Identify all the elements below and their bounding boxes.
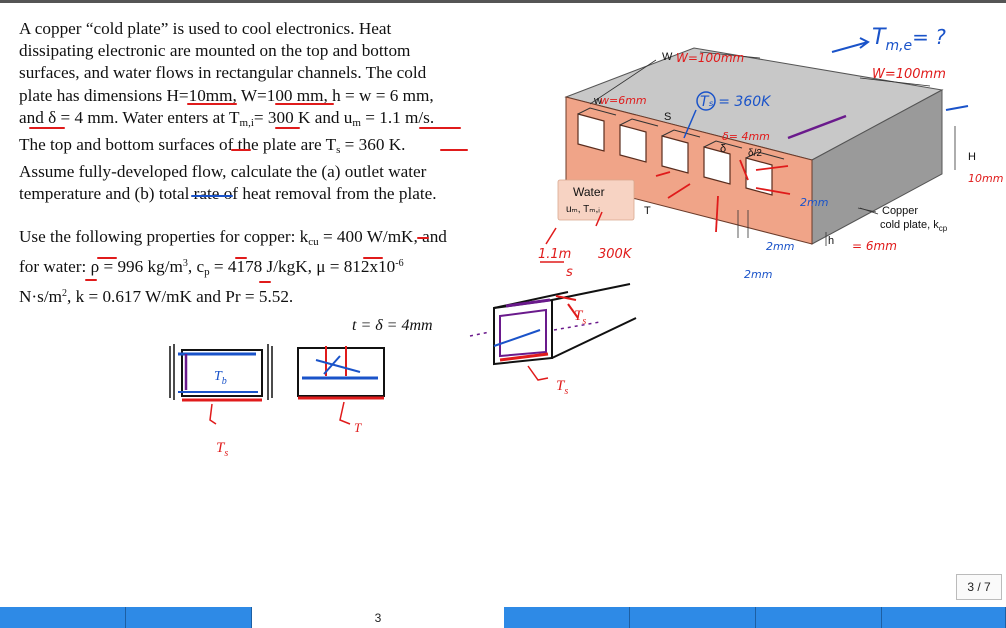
dim-label-W: W: [662, 51, 673, 63]
text-line: Assume fully-developed flow, calculate the (a) outlet water: [19, 162, 427, 182]
dim-label-H: H: [968, 151, 976, 163]
svg-text:T: T: [354, 420, 362, 435]
hand-sketches: [170, 284, 636, 459]
ink-W-100mm-right: W=100mm: [872, 67, 946, 82]
svg-text:uₘ, Tₘ,ᵢ: uₘ, Tₘ,ᵢ: [566, 204, 600, 215]
svg-text:Ts: $T_s$: [556, 378, 569, 397]
dim-label-half-delta: δ/2: [748, 148, 762, 159]
bottom-toolbar: [0, 607, 1006, 628]
ink-2mm-side: 2mm: [800, 196, 829, 209]
label-copper: Copper: [882, 205, 919, 217]
text-line: dissipating electronic are mounted on the top and bottom: [19, 41, 411, 61]
ink-2mm-gap: 2mm: [766, 240, 795, 253]
toolbar-segment[interactable]: [630, 607, 756, 628]
svg-text:Water: Water: [573, 185, 605, 199]
text-line: The top and bottom surfaces of the plate are $T_s = 360$ K.: [19, 135, 406, 157]
text-line: $N\cdot s/m^2$, k = 0.617 W/mK and Pr = 5.52.: [19, 287, 294, 307]
ink-h-6mm: = 6mm: [852, 239, 897, 253]
dim-label-S: S: [664, 111, 672, 123]
text-underlines: [30, 104, 467, 282]
label-cold-plate: cold plate, $k_{cp}$: [880, 219, 948, 233]
sketch-perspective-channel: [470, 284, 636, 397]
svg-text:Tₛ = 360K: Tₛ = 360K: [700, 94, 771, 110]
svg-text:Ts: $T_s$: [216, 440, 229, 459]
page-number: 3: [252, 607, 504, 628]
text-line: A copper “cold plate” is used to cool electronics. Heat: [19, 19, 392, 38]
ink-300K: 300K: [598, 247, 632, 262]
sketch-channel-left: [170, 344, 272, 459]
toolbar-segment[interactable]: [756, 607, 882, 628]
dim-label-delta: δ: [720, 143, 727, 155]
ink-t-delta-4mm: t = δ = 4mm: [352, 317, 433, 334]
ink-ts-360: [697, 92, 772, 110]
ink-W-100mm-top: W=100mm: [676, 51, 745, 65]
page-counter[interactable]: 3 / 7: [956, 574, 1002, 600]
text-line: temperature and (b) total rate of heat removal from the plate.: [19, 184, 437, 204]
ink-speed: 1.1m: [538, 247, 572, 262]
dim-label-w: w: [594, 95, 602, 107]
ink-speed-den: s: [566, 265, 573, 280]
ink-H-10mm: 10mm: [968, 172, 1004, 185]
toolbar-segment[interactable]: [882, 607, 1006, 628]
water-inlet-box: [558, 180, 634, 220]
text-line: surfaces, and water flows in rectangular channels. The cold: [19, 63, 427, 83]
text-line: and δ = 4 mm. Water enters at $T_{m,i}= 300$ K and $u_m = 1.1$ m/s.: [19, 107, 435, 129]
toolbar-segment[interactable]: [126, 607, 252, 628]
text-line: plate has dimensions H=10mm, W=100 mm, h = w = 6 mm,: [19, 85, 434, 105]
dim-label-h: h: [828, 235, 835, 247]
outlet-temp-question: $T_{m,e}=$ ?: [872, 25, 946, 54]
toolbar-segment[interactable]: [0, 607, 126, 628]
text-line: for water: ρ = 996 $kg/m^3$, $c_p = 4178$ J/kgK, $\mu = 812x10^{-6}$: [19, 256, 404, 278]
label-ts-fig: T: [644, 205, 651, 217]
svg-text:Tb: $T_b$: [214, 369, 227, 387]
ink-w-6mm: w=6mm: [600, 94, 647, 107]
svg-text:Ts: $T_s$: [574, 308, 587, 327]
ink-delta-4mm: δ= 4mm: [722, 130, 770, 143]
ink-2mm-bottom: 2mm: [744, 268, 773, 281]
toolbar-segment[interactable]: [504, 607, 630, 628]
sketch-channel-middle: [298, 346, 384, 435]
text-line: Use the following properties for copper: $k_{cu} = 400$ W/mK, and: [19, 226, 447, 248]
